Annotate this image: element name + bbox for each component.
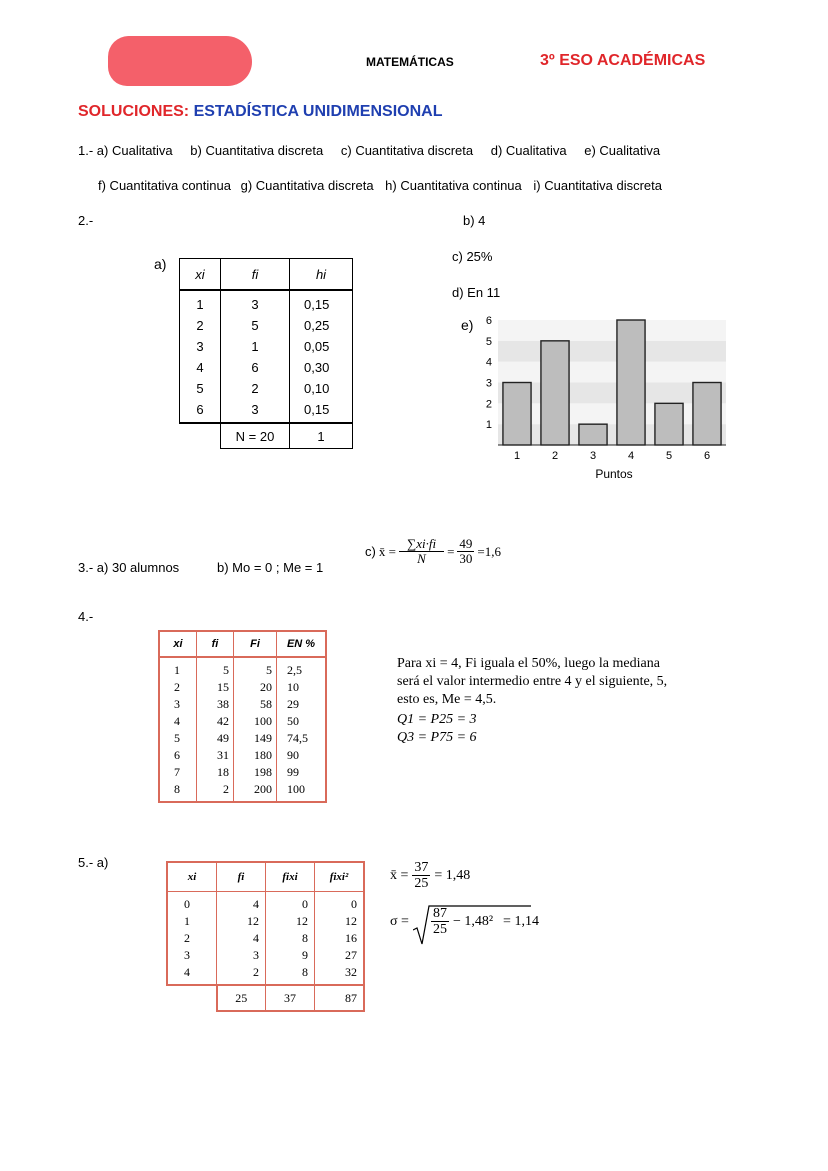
cell: 27 [315, 947, 365, 964]
q3-answer-a: a) 30 alumnos [96, 560, 180, 575]
q3-line [78, 560, 179, 575]
cell: 5 [221, 315, 290, 336]
explanation-line: esto es, Me = 4,5. [397, 692, 497, 707]
bar-chart-points [470, 310, 750, 490]
table-row [159, 679, 326, 696]
explanation-line: Para xi = 4, Fi iguala el 50%, luego la mediana [397, 656, 660, 671]
cell: 3 [217, 947, 266, 964]
q1-answer: g) Cuantitativa discreta [240, 178, 374, 193]
cell: 42 [197, 713, 234, 730]
bar [579, 424, 607, 445]
cell: 0,30 [290, 357, 353, 378]
cell: 2 [159, 679, 197, 696]
bar [693, 383, 721, 446]
x-tick-label: 4 [627, 450, 635, 462]
q3-c-prefix: c) [365, 544, 376, 560]
table-row [159, 657, 326, 679]
y-tick-label: 4 [485, 356, 492, 369]
total-row [167, 985, 364, 1011]
cell: 15 [197, 679, 234, 696]
fraction [412, 860, 430, 892]
equals: = [447, 543, 455, 559]
table-row [159, 747, 326, 764]
cell: 3 [159, 696, 197, 713]
cell: 3 [221, 290, 290, 315]
table-row [180, 399, 353, 423]
total-cell: 87 [315, 985, 365, 1011]
cell: 0 [266, 892, 315, 914]
cell: 8 [266, 964, 315, 985]
q1-answer: b) Cuantitativa discreta [190, 143, 324, 158]
grid-band [498, 403, 726, 424]
numerator: 87 [432, 906, 447, 921]
cell: 3 [167, 947, 217, 964]
frequency-table-4 [158, 630, 327, 803]
denominator: 25 [414, 876, 429, 892]
q5-line [78, 855, 108, 870]
cell: 7 [159, 764, 197, 781]
q1-answer: a) Cualitativa [96, 143, 173, 158]
total-n: N = 20 [221, 423, 290, 449]
cell: 2 [221, 378, 290, 399]
bar [503, 383, 531, 446]
cell: 2 [167, 930, 217, 947]
frequency-table-2a [179, 258, 353, 449]
y-tick-label: 2 [485, 398, 492, 411]
cell: 10 [287, 680, 299, 694]
table-row [180, 336, 353, 357]
table-row [180, 290, 353, 315]
x-tick-label: 3 [589, 450, 597, 462]
x-axis-label: Puntos [595, 467, 633, 481]
mean-symbol: x̄ = [390, 867, 409, 883]
col-header: fi [217, 862, 266, 892]
table-row [159, 696, 326, 713]
y-tick-label: 5 [485, 335, 492, 348]
cell: 32 [315, 964, 365, 985]
fraction [399, 537, 444, 567]
q1-answer: c) Cuantitativa discreta [340, 143, 474, 158]
y-tick-label: 3 [485, 377, 492, 390]
q3-answer-c [365, 537, 501, 567]
cell: 49 [197, 730, 234, 747]
cell: 31 [197, 747, 234, 764]
q1-line1 [78, 143, 660, 158]
cell: 58 [234, 696, 277, 713]
cell: 200 [234, 781, 277, 802]
header-level: 3º ESO ACADÉMICAS [540, 52, 706, 69]
col-header: fi [197, 631, 234, 657]
q1-answer: i) Cuantitativa discreta [533, 178, 663, 193]
cell: 6 [221, 357, 290, 378]
denominator: 25 [432, 922, 447, 938]
square-root [413, 906, 499, 938]
bar [655, 403, 683, 445]
q1-answer: f) Cuantitativa continua [98, 178, 231, 193]
cell: 90 [287, 748, 299, 762]
cell: 1 [180, 290, 221, 315]
col-header: Fi [234, 631, 277, 657]
total-row [180, 423, 353, 449]
cell: 4 [159, 713, 197, 730]
q5-part-a: a) [96, 855, 109, 870]
table-row [167, 930, 364, 947]
cell: 18 [197, 764, 234, 781]
cell: 3 [221, 399, 290, 423]
y-tick-label: 1 [485, 419, 492, 432]
x-tick-label: 2 [551, 450, 559, 462]
cell: 2 [217, 964, 266, 985]
redacted-name-mark [108, 36, 252, 86]
q2-part-c: c) 25% [452, 249, 493, 264]
cell: 6 [159, 747, 197, 764]
col-header: fi [221, 259, 290, 291]
table-row [167, 947, 364, 964]
cell: 2 [180, 315, 221, 336]
q1-answer: h) Cuantitativa continua [385, 178, 522, 193]
col-header: xi [180, 259, 221, 291]
grid-band [498, 424, 726, 445]
cell: 100 [234, 713, 277, 730]
denominator: N [417, 551, 426, 567]
table-row [167, 964, 364, 985]
numerator: 37 [414, 860, 429, 875]
result: =1,6 [477, 543, 501, 559]
grid-band [498, 320, 726, 341]
q5-label: 5.- [78, 855, 94, 870]
col-header: xi [167, 862, 217, 892]
table-row [167, 892, 364, 914]
q1-answer: d) Cualitativa [490, 143, 567, 158]
cell: 149 [234, 730, 277, 747]
q2-part-d: d) En 11 [452, 285, 501, 300]
total-cell: 25 [217, 985, 266, 1011]
q5-mean-formula [390, 860, 470, 892]
grid-band [498, 341, 726, 362]
table-row [180, 315, 353, 336]
cell: 12 [315, 913, 365, 930]
cell: 12 [266, 913, 315, 930]
table-row [159, 730, 326, 747]
cell: 8 [266, 930, 315, 947]
q2-part-b: b) 4 [463, 213, 486, 228]
frequency-table-5 [166, 861, 365, 1012]
title-topic: ESTADÍSTICA UNIDIMENSIONAL [193, 103, 443, 120]
q1-answer: e) Cualitativa [584, 143, 661, 158]
denominator: 30 [459, 551, 473, 567]
cell: 16 [315, 930, 365, 947]
cell: 12 [217, 913, 266, 930]
cell: 20 [234, 679, 277, 696]
numerator: ∑xi·fi [399, 537, 444, 552]
radical-sign-icon [413, 904, 533, 948]
q2-part-a: a) [154, 256, 167, 272]
col-header: hi [290, 259, 353, 291]
cell: 1 [167, 913, 217, 930]
q2-part-e: e) [461, 317, 474, 333]
cell: 4 [167, 964, 217, 985]
total-h: 1 [290, 423, 353, 449]
cell: 29 [287, 697, 299, 711]
fraction [457, 537, 474, 567]
cell: 0,05 [290, 336, 353, 357]
col-header: EN % [277, 631, 327, 657]
cell: 9 [266, 947, 315, 964]
x-tick-label: 5 [665, 450, 673, 462]
q2-label: 2.- [78, 213, 94, 228]
cell: 4 [180, 357, 221, 378]
total-cell: 37 [266, 985, 315, 1011]
q1-line2 [98, 178, 662, 193]
page-title [78, 103, 442, 121]
cell: 5 [197, 657, 234, 679]
cell: 2 [197, 781, 234, 802]
quartile-q1: Q1 = P25 = 3 [397, 712, 477, 727]
q3-answer-b: b) Mo = 0 ; Me = 1 [217, 560, 324, 575]
table-row [159, 713, 326, 730]
cell: 4 [217, 930, 266, 947]
bar [541, 341, 569, 445]
cell: 6 [180, 399, 221, 423]
q3-label: 3.- [78, 560, 94, 575]
cell: 1 [159, 657, 197, 679]
cell: 50 [287, 714, 299, 728]
grid-band [498, 383, 726, 404]
q4-label: 4.- [78, 609, 94, 624]
cell: 8 [159, 781, 197, 802]
table-row [159, 781, 326, 802]
cell: 0,15 [290, 290, 353, 315]
grid-band [498, 362, 726, 383]
cell: 180 [234, 747, 277, 764]
cell: 5 [234, 657, 277, 679]
sigma-result: = 1,14 [503, 913, 539, 929]
sigma-symbol: σ = [390, 913, 409, 929]
cell: 74,5 [287, 731, 308, 745]
cell: 0 [167, 892, 217, 914]
col-header: xi [159, 631, 197, 657]
col-header: fixi [266, 862, 315, 892]
x-tick-label: 1 [513, 450, 521, 462]
mean-symbol: x̄ = [378, 543, 396, 559]
cell: 100 [287, 782, 305, 796]
cell: 2,5 [287, 663, 302, 677]
title-prefix: SOLUCIONES: [78, 103, 190, 120]
cell: 5 [159, 730, 197, 747]
q1-label: 1.- [78, 143, 94, 158]
cell: 0,25 [290, 315, 353, 336]
cell: 38 [197, 696, 234, 713]
y-tick-label: 6 [485, 315, 492, 327]
bar [617, 320, 645, 445]
col-header: fixi² [315, 862, 365, 892]
cell: 4 [217, 892, 266, 914]
q4-explanation [397, 655, 667, 747]
cell: 1 [221, 336, 290, 357]
cell: 0 [315, 892, 365, 914]
table-row [180, 378, 353, 399]
quartile-q3: Q3 = P75 = 6 [397, 730, 477, 745]
cell: 99 [287, 765, 299, 779]
q5-sigma-formula [390, 906, 539, 938]
cell: 198 [234, 764, 277, 781]
cell: 5 [180, 378, 221, 399]
table-row [159, 764, 326, 781]
cell: 0,10 [290, 378, 353, 399]
header-subject: MATEMÁTICAS [366, 55, 454, 69]
x-tick-label: 6 [703, 450, 711, 462]
table-row [180, 357, 353, 378]
explanation-line: será el valor intermedio entre 4 y el siguiente, 5, [397, 674, 668, 689]
table-row [167, 913, 364, 930]
cell: 3 [180, 336, 221, 357]
mean-result: = 1,48 [434, 867, 471, 883]
numerator: 49 [459, 536, 473, 551]
cell: 0,15 [290, 399, 353, 423]
sigma-rest: − 1,48² [452, 913, 494, 929]
